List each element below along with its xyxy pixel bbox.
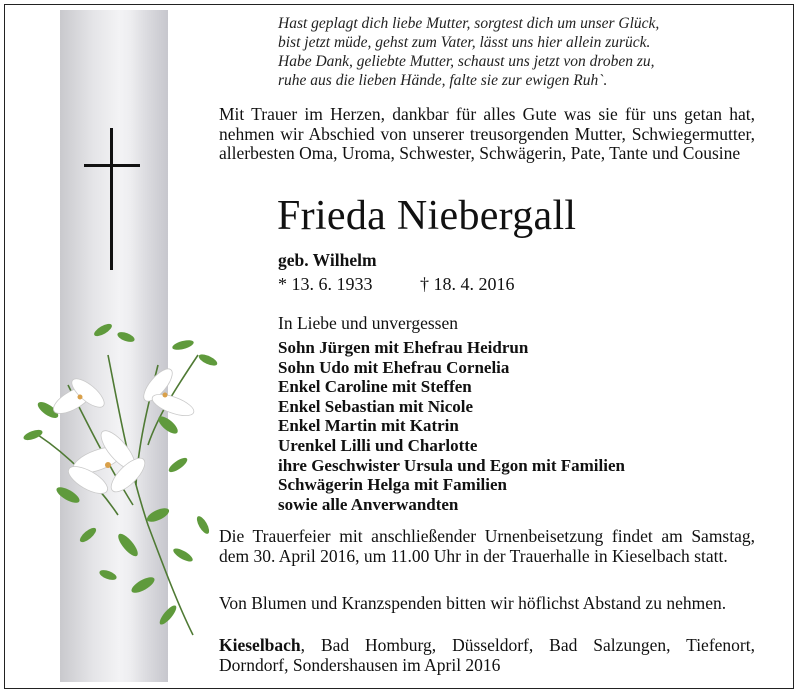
death-date: † 18. 4. 2016	[420, 274, 515, 294]
places-list: , Bad Homburg, Düsseldorf, Bad Salzungen, Tiefenort, Dorndorf, Sondershausen im April 2016	[219, 635, 755, 675]
mourner-line: ihre Geschwister Ursula und Egon mit Familien	[278, 455, 625, 475]
funeral-notice: Die Trauerfeier mit anschließender Urnenbeisetzung findet am Samstag, dem 30. April 2016, um 11.00 Uhr in der Trauerhalle in Kieselbach statt.	[219, 526, 755, 566]
remembrance-text: In Liebe und unvergessen	[278, 313, 458, 333]
place-main: Kieselbach	[219, 635, 301, 655]
cross-icon	[84, 128, 140, 270]
poem-line: Hast geplagt dich liebe Mutter, sorgtest dich um unser Glück,	[278, 15, 660, 32]
poem-line: ruhe aus die lieben Hände, falte sie zur ewigen Ruh`.	[278, 72, 608, 89]
poem-line: bist jetzt müde, gehst zum Vater, lässt uns hier allein zurück.	[278, 34, 651, 51]
birth-date: * 13. 6. 1933	[278, 274, 373, 294]
poem	[278, 14, 718, 90]
mourner-line: Sohn Jürgen mit Ehefrau Heidrun	[278, 338, 529, 357]
poem-line: Habe Dank, geliebte Mutter, schaust uns jetzt von droben zu,	[278, 53, 655, 70]
mourner-line: Enkel Sebastian mit Nicole	[278, 396, 474, 416]
mourners-list	[278, 338, 625, 514]
mourner-line: Sohn Udo mit Ehefrau Cornelia	[278, 357, 510, 377]
mourner-line: sowie alle Anverwandten	[278, 494, 459, 514]
intro-text: Mit Trauer im Herzen, dankbar für alles Gute was sie für uns getan hat, nehmen wir Abschied von unserer treusorgenden Mutter, Schwiegermutter, allerbesten Oma, Uroma, Schwester, Schwägerin, Pate, Tante und Cousine	[219, 104, 755, 163]
maiden-name: geb. Wilhelm	[278, 250, 377, 270]
mourner-line: Enkel Caroline mit Steffen	[278, 377, 472, 397]
mourner-line: Enkel Martin mit Katrin	[278, 416, 459, 436]
mourner-line: Urenkel Lilli und Charlotte	[278, 435, 478, 455]
deceased-name: Frieda Niebergall	[277, 193, 577, 239]
lily-bouquet-icon	[8, 315, 228, 645]
mourner-line: Schwägerin Helga mit Familien	[278, 475, 508, 495]
places-line	[219, 636, 755, 675]
flowers-note: Von Blumen und Kranzspenden bitten wir höflichst Abstand zu nehmen.	[219, 593, 727, 613]
